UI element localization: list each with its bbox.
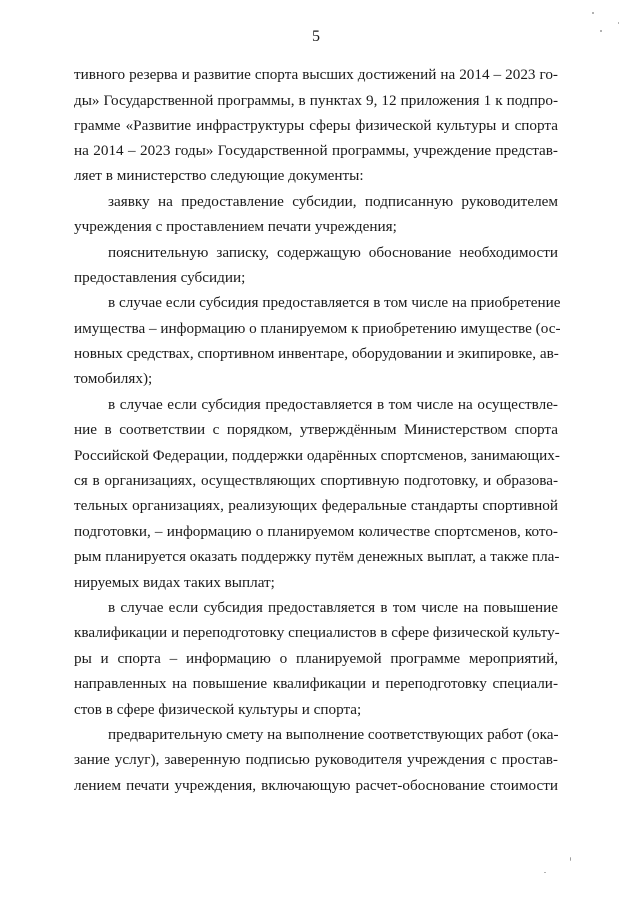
text-line: ляет в министерство следующие документы: bbox=[74, 167, 364, 184]
text-line: томобилях); bbox=[74, 370, 153, 387]
text-line: на 2014 – 2023 годы» Государственной программы, учреждение представ- bbox=[74, 142, 558, 159]
text-line: ды» Государственной программы, в пунктах 9, 12 приложения 1 к подпро- bbox=[74, 92, 558, 109]
text-line: ние в соответствии с порядком, утверждённым Министерством спорта bbox=[74, 421, 558, 438]
text-line: ся в организациях, осуществляющих спортивную подготовку, и образова- bbox=[74, 472, 558, 489]
scan-speck bbox=[600, 30, 602, 32]
text-line: рым планируется оказать поддержку путём денежных выплат, а также пла- bbox=[74, 548, 560, 565]
text-line: направленных на повышение квалификации и переподготовку специали- bbox=[74, 675, 558, 692]
text-line: квалификации и переподготовку специалистов в сфере физической культу- bbox=[74, 624, 560, 641]
text-line: зание услуг), заверенную подписью руководителя учреждения с простав- bbox=[74, 751, 558, 768]
text-line: подготовки, – информацию о планируемом количестве спортсменов, кото- bbox=[74, 523, 558, 540]
text-line: заявку на предоставление субсидии, подписанную руководителем bbox=[108, 193, 558, 210]
text-line: предоставления субсидии; bbox=[74, 269, 246, 286]
text-line: лением печати учреждения, включающую расчет-обоснование стоимости bbox=[74, 777, 558, 794]
text-line: в случае если субсидия предоставляется в том числе на осуществле- bbox=[108, 396, 558, 413]
text-line: имущества – информацию о планируемом к приобретению имуществе (ос- bbox=[74, 320, 561, 337]
text-line: Российской Федерации, поддержки одарённых спортсменов, занимающих- bbox=[74, 447, 560, 464]
text-line: учреждения с проставлением печати учреждения; bbox=[74, 218, 397, 235]
text-line: в случае если субсидия предоставляется в том числе на повышение bbox=[108, 599, 558, 616]
page-number: 5 bbox=[312, 28, 320, 45]
scan-speck bbox=[618, 22, 619, 24]
text-line: грамме «Развитие инфраструктуры сферы физической культуры и спорта bbox=[74, 117, 558, 134]
text-line: стов в сфере физической культуры и спорта; bbox=[74, 701, 362, 718]
text-line: пояснительную записку, содержащую обоснование необходимости bbox=[108, 244, 558, 261]
text-line: тельных организациях, реализующих федеральные стандарты спортивной bbox=[74, 497, 558, 514]
text-line: ры и спорта – информацию о планируемой программе мероприятий, bbox=[74, 650, 558, 667]
text-line: в случае если субсидия предоставляется в том числе на приобретение bbox=[108, 294, 561, 311]
scan-speck bbox=[592, 12, 594, 14]
text-line: нируемых видах таких выплат; bbox=[74, 574, 275, 591]
scan-speck bbox=[570, 857, 571, 861]
text-line: предварительную смету на выполнение соответствующих работ (ока- bbox=[108, 726, 559, 743]
text-line: новных средствах, спортивном инвентаре, оборудовании и экипировке, ав- bbox=[74, 345, 559, 362]
text-line: тивного резерва и развитие спорта высших достижений на 2014 – 2023 го- bbox=[74, 66, 558, 83]
scan-speck bbox=[544, 872, 546, 873]
